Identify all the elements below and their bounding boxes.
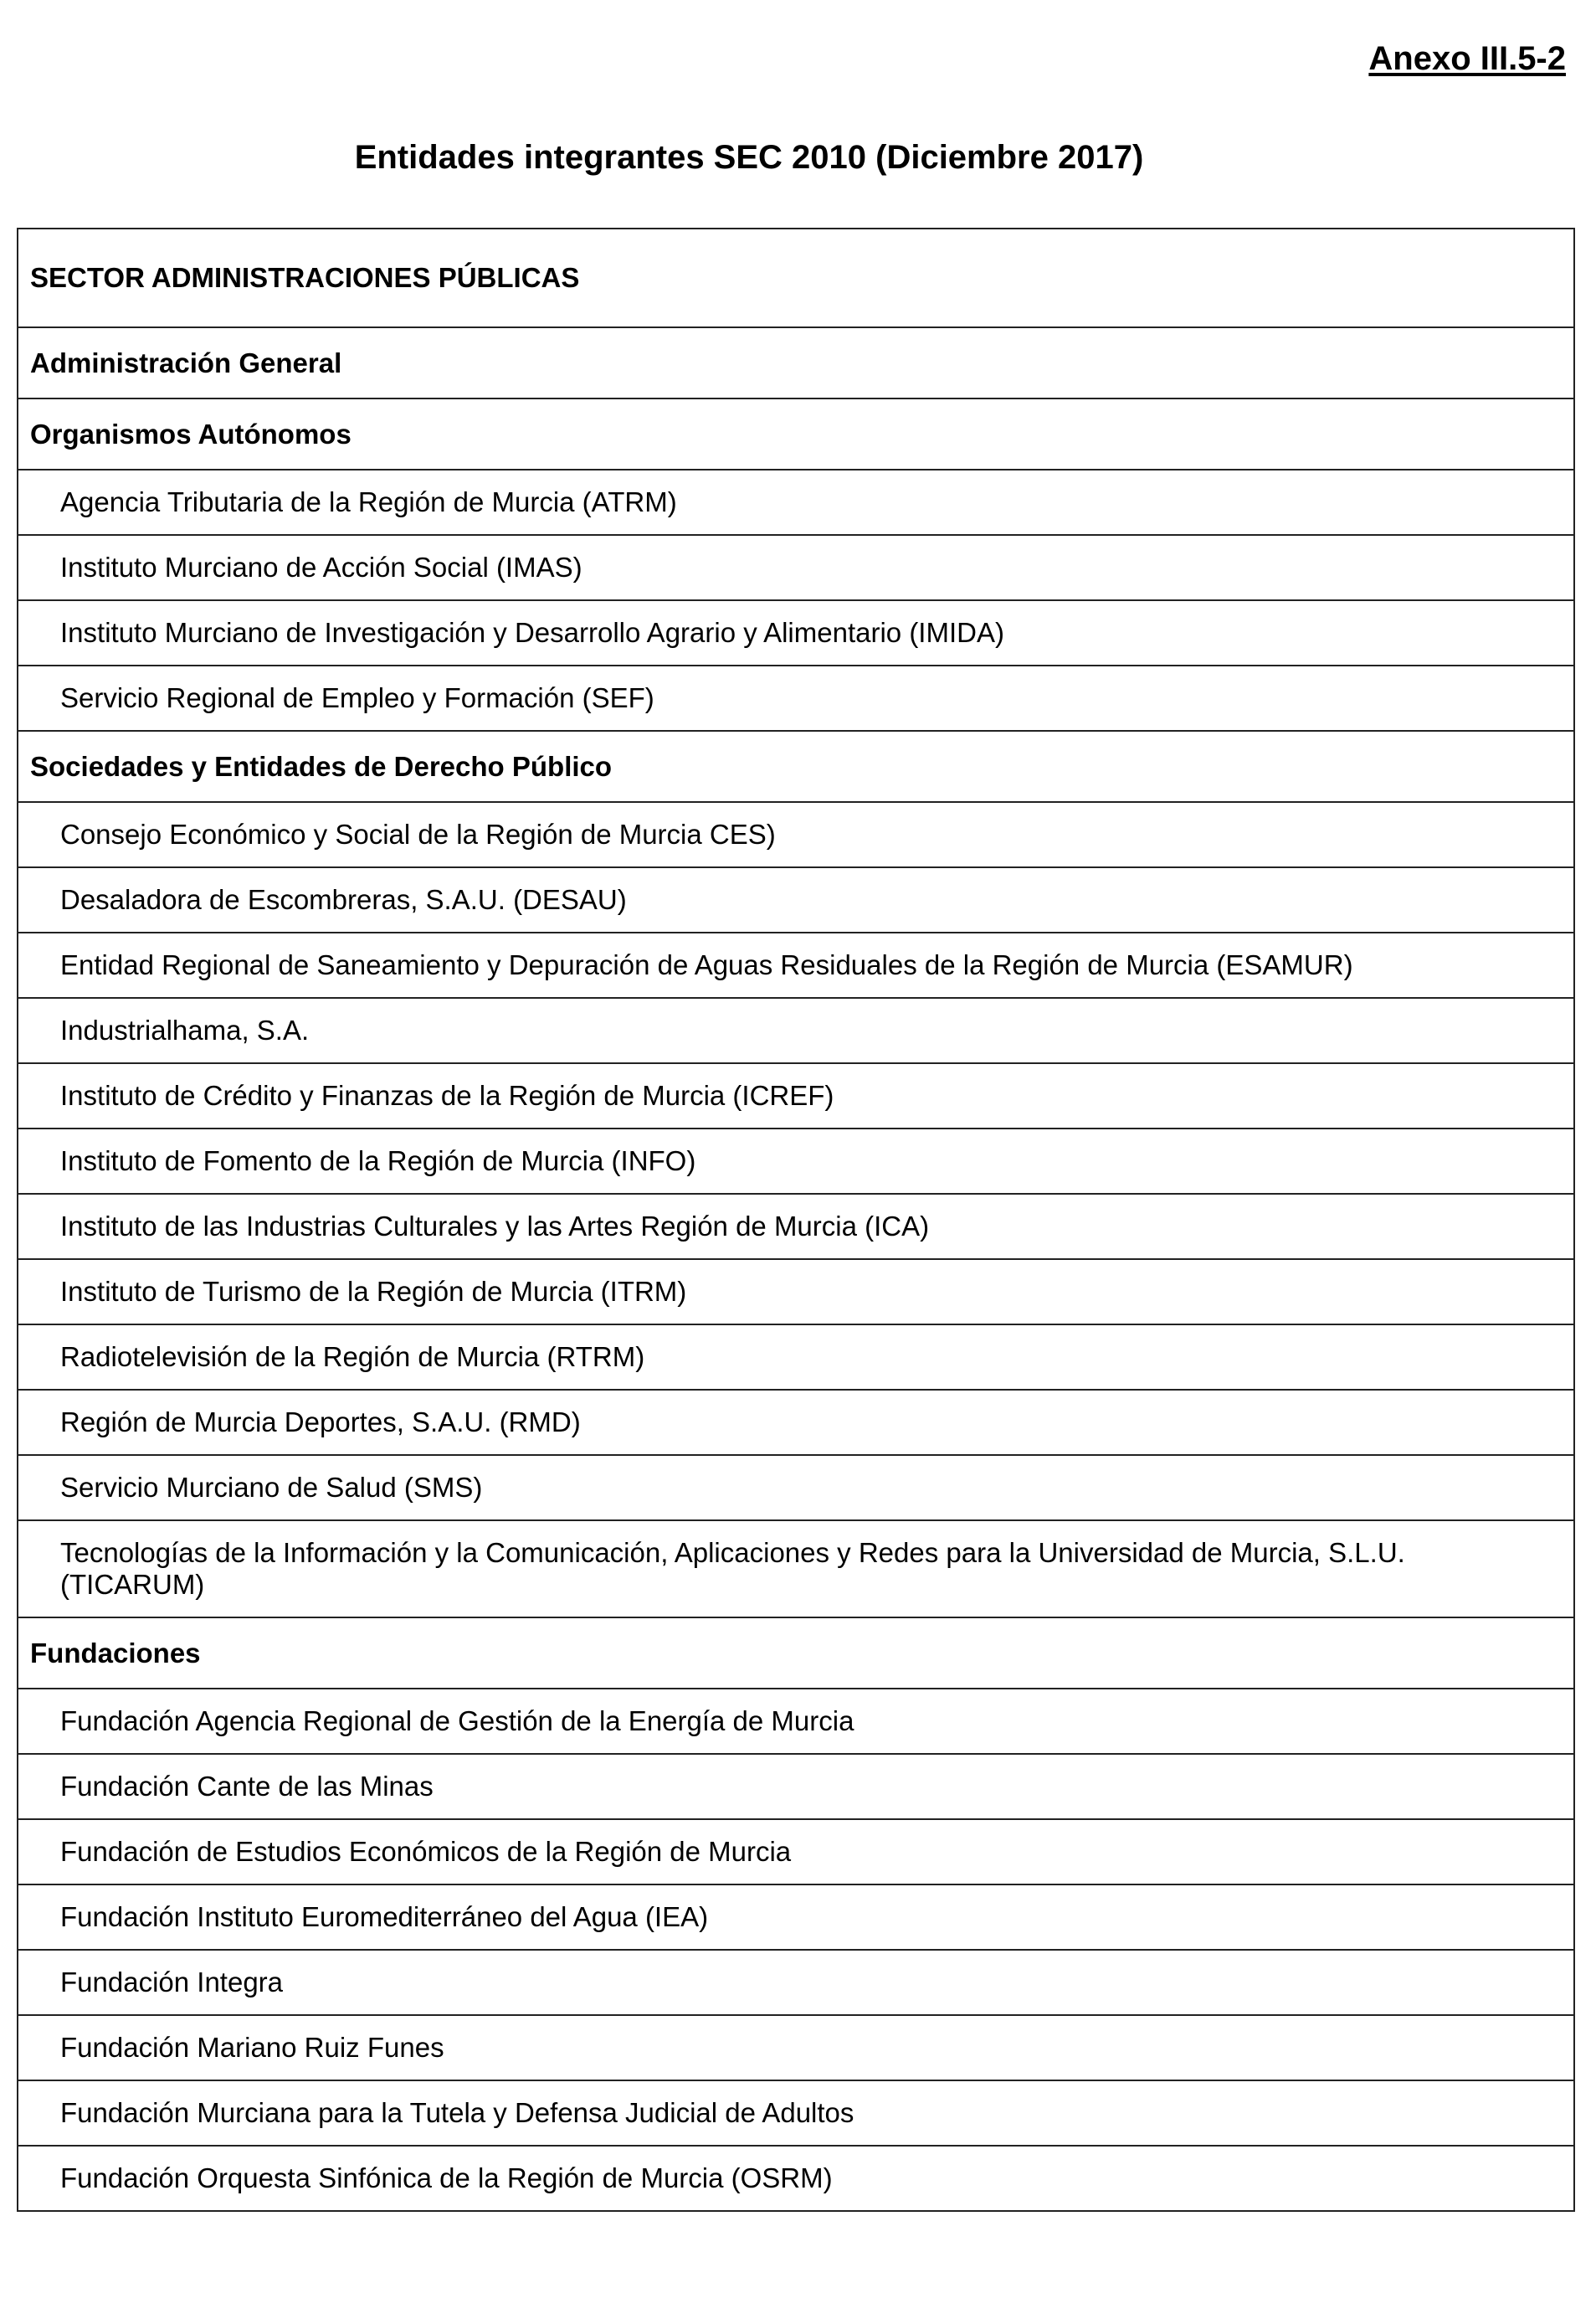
entity-row: Fundación Orquesta Sinfónica de la Región de Murcia (OSRM) — [18, 2145, 1573, 2210]
entity-row: Fundación Instituto Euromediterráneo del Agua (IEA) — [18, 1884, 1573, 1949]
entity-row: Fundación Murciana para la Tutela y Defensa Judicial de Adultos — [18, 2080, 1573, 2145]
entity-row: Desaladora de Escombreras, S.A.U. (DESAU) — [18, 866, 1573, 932]
entity-row: Fundación Integra — [18, 1949, 1573, 2014]
entity-row: Agencia Tributaria de la Región de Murcia (ATRM) — [18, 469, 1573, 534]
entity-row: Entidad Regional de Saneamiento y Depuración de Aguas Residuales de la Región de Murcia (ESAMUR) — [18, 932, 1573, 997]
entity-row: Servicio Murciano de Salud (SMS) — [18, 1454, 1573, 1519]
entity-row: Consejo Económico y Social de la Región de Murcia CES) — [18, 801, 1573, 866]
entity-table — [17, 228, 1575, 2212]
entity-row: Instituto de las Industrias Culturales y las Artes Región de Murcia (ICA) — [18, 1193, 1573, 1258]
entity-row: Servicio Regional de Empleo y Formación (SEF) — [18, 665, 1573, 730]
entity-row: Tecnologías de la Información y la Comunicación, Aplicaciones y Redes para la Universidad de Murcia, S.L.U. (TICARUM) — [18, 1519, 1573, 1617]
entity-row: Radiotelevisión de la Región de Murcia (RTRM) — [18, 1324, 1573, 1389]
entity-row: Fundación Agencia Regional de Gestión de la Energía de Murcia — [18, 1688, 1573, 1753]
entity-row: Instituto de Turismo de la Región de Murcia (ITRM) — [18, 1258, 1573, 1324]
category-sociedades: Sociedades y Entidades de Derecho Público — [18, 730, 1573, 801]
category-organismos: Organismos Autónomos — [18, 398, 1573, 469]
sector-heading: SECTOR ADMINISTRACIONES PÚBLICAS — [30, 262, 580, 293]
category-fundaciones: Fundaciones — [18, 1617, 1573, 1688]
entity-row: Región de Murcia Deportes, S.A.U. (RMD) — [18, 1389, 1573, 1454]
category-admin-general: Administración General — [18, 326, 1573, 398]
entity-row: Instituto de Crédito y Finanzas de la Región de Murcia (ICREF) — [18, 1062, 1573, 1128]
entity-row: Fundación Mariano Ruiz Funes — [18, 2014, 1573, 2080]
entity-row: Instituto Murciano de Acción Social (IMAS) — [18, 534, 1573, 599]
annex-label: Anexo III.5-2 — [1368, 40, 1566, 77]
entity-row: Fundación Cante de las Minas — [18, 1753, 1573, 1818]
entity-row: Industrialhama, S.A. — [18, 997, 1573, 1062]
entity-row: Fundación de Estudios Económicos de la Región de Murcia — [18, 1818, 1573, 1884]
page-title: Entidades integrantes SEC 2010 (Diciembre 2017) — [354, 139, 1144, 176]
entity-row: Instituto de Fomento de la Región de Murcia (INFO) — [18, 1128, 1573, 1193]
entity-row: Instituto Murciano de Investigación y Desarrollo Agrario y Alimentario (IMIDA) — [18, 599, 1573, 665]
